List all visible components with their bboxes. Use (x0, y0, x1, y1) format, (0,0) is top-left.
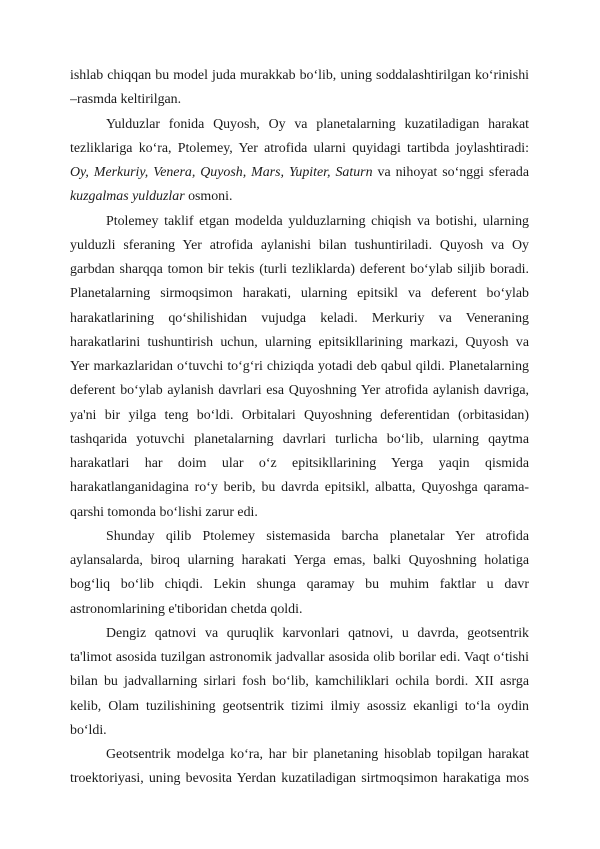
text-line: aylansalarda, biroq ularning harakati Yerga emas, balki Quyoshning holatiga (70, 553, 529, 568)
text-line: tashqarida yotuvchi planetalarning davrlari turlicha bo‘lib, ularning qaytma (70, 431, 529, 447)
paragraph-planet-order (70, 113, 529, 210)
text-line: bilan bu jadvallarning sirlari fosh bo‘lib, kamchiliklari ochila bordi. XII asrga (70, 674, 529, 690)
text-line: Dengiz qatnovi va quruqlik karvonlari qatnovi, u davrda, geotsentrik (106, 625, 529, 641)
text-line: Shunday qilib Ptolemey sistemasida barcha planetalar Yer atrofida (106, 528, 529, 544)
text-line: harakatlanganidagina ro‘y berib, bu davrda epitsikl, albatta, Quyoshga qarama- (70, 480, 529, 496)
document-page (70, 64, 529, 792)
text-line: qarshi tomonda bo‘lishi zarur edi. (70, 504, 258, 520)
text-line: bog‘liq bo‘lib chiqdi. Lekin shunga qaramay bu muhim faktlar u davr (70, 577, 529, 593)
text-line: garbdan sharqqa tomon bir tekis (turli tezliklarda) deferent bo‘ylab siljib boradi. (70, 262, 529, 277)
text-line: Planetalarning sirmoqsimon harakati, ularning epitsikl va deferent bo‘ylab (70, 286, 529, 302)
text-line: ta'limot asosida tuzilgan astronomik jadvallar asosida olib borilar edi. Vaqt o‘tishi (70, 650, 529, 665)
text-line: ishlab chiqqan bu model juda murakkab bo‘lib, uning soddalashtirilgan ko‘rinishi (70, 68, 529, 83)
text-line-stars (70, 185, 529, 209)
paragraph-navigation-tables (70, 622, 529, 743)
text-line: astronomlarining e'tiboridan chetda qoldi. (70, 601, 303, 617)
text-line: harakatlarini tushuntirish uchun, ularning epitsikllarining markazi, Quyosh va (70, 334, 529, 350)
paragraph-ptolemy-model (70, 210, 529, 525)
text-line: kelib, Olam tuzilishining geotsentrik tizimi ilmiy asossiz ekanligi to‘la oydin (70, 698, 529, 714)
italic-planet-list: Oy, Merkuriy, Venera, Quyosh, Mars, Yupiter, Saturn (70, 165, 373, 180)
text-line: deferent bo‘ylab aylanish davrlari esa Quyoshning Yer atrofida aylanish davriga, (70, 383, 529, 399)
italic-fixed-stars: kuzgalmas yulduzlar (70, 189, 185, 205)
text-fragment: va nihoyat so‘nggi sferada (372, 165, 529, 180)
text-line: harakatlarining qo‘shilishidan vujudga keladi. Merkuriy va Veneraning (70, 310, 529, 326)
text-line: ya'ni bir yilga teng bo‘ldi. Orbitalari Quyoshning deferentidan (orbitasidan) (70, 407, 529, 423)
text-line: Yer markazlaridan o‘tuvchi to‘g‘ri chiziqda yotadi deb qabul qildi. Planetalarning (70, 359, 529, 374)
text-line: harakatlari har doim ular o‘z epitsikllarining Yerga yaqin qismida (70, 456, 529, 471)
text-fragment: osmoni. (184, 189, 233, 205)
text-line: bo‘ldi. (70, 722, 107, 738)
text-line: yulduzli sferaning Yer atrofida aylanishi bilan tushuntiriladi. Quyosh va Oy (70, 237, 529, 253)
text-line: tezliklariga ko‘ra, Ptolemey, Yer atrofida ularni quyidagi tartibda joylashtiradi: (70, 140, 529, 156)
text-line: Geotsentrik modelga ko‘ra, har bir planetaning hisoblab topilgan harakat (106, 747, 529, 762)
paragraph-model-intro (70, 64, 529, 113)
paragraph-ptolemy-system (70, 525, 529, 622)
paragraph-geocentric-trajectory (70, 743, 529, 792)
text-line: Yulduzlar fonida Quyosh, Oy va planetalarning kuzatiladigan harakat (106, 116, 529, 132)
text-line: –rasmda keltirilgan. (70, 92, 182, 108)
text-line: troektoriyasi, uning bevosita Yerdan kuzatiladigan sirtmoqsimon harakatiga mos (70, 771, 529, 787)
text-line: Ptolemey taklif etgan modelda yulduzlarning chiqish va botishi, ularning (106, 213, 529, 229)
text-line-planets (70, 161, 529, 185)
